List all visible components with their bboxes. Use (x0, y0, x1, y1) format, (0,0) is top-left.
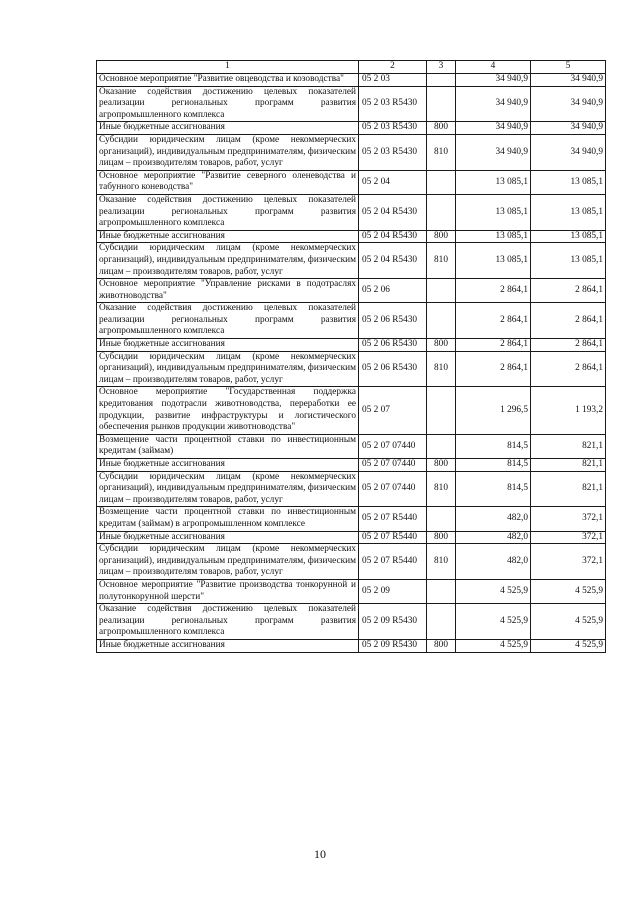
row-code-cell: 05 2 06 R5430 (359, 351, 427, 387)
row-year1-amount-cell: 13 085,1 (456, 230, 531, 243)
row-type-cell: 810 (427, 243, 456, 279)
table-row (97, 579, 606, 603)
row-year2-amount-cell: 13 085,1 (531, 243, 606, 279)
row-code-cell: 05 2 09 (359, 579, 427, 603)
row-code-cell: 05 2 07 R5440 (359, 507, 427, 531)
row-code-cell: 05 2 03 R5430 (359, 86, 427, 122)
row-year2-amount-cell: 4 525,9 (531, 579, 606, 603)
header-cell-5: 5 (531, 61, 606, 74)
row-name-cell: Основное мероприятие "Развитие овцеводства и козоводства" (97, 74, 359, 87)
row-year1-amount-cell: 2 864,1 (456, 351, 531, 387)
row-name-cell: Иные бюджетные ассигнования (97, 339, 359, 352)
row-type-cell: 810 (427, 351, 456, 387)
table-row (97, 459, 606, 472)
row-year1-amount-cell: 4 525,9 (456, 579, 531, 603)
row-type-cell: 800 (427, 230, 456, 243)
row-name-cell: Иные бюджетные ассигнования (97, 230, 359, 243)
row-year2-amount-cell: 34 940,9 (531, 86, 606, 122)
row-year2-amount-cell: 372,1 (531, 544, 606, 580)
row-type-cell (427, 303, 456, 339)
header-cell-4: 4 (456, 61, 531, 74)
row-year1-amount-cell: 4 525,9 (456, 604, 531, 640)
row-type-cell: 810 (427, 134, 456, 170)
row-year2-amount-cell: 34 940,9 (531, 74, 606, 87)
row-year2-amount-cell: 372,1 (531, 507, 606, 531)
row-name-cell: Субсидии юридическим лицам (кроме некоммерческих организаций), индивидуальным предпринимателям, физическим лицам – производителям товаров, работ, услуг (97, 544, 359, 580)
table-row (97, 170, 606, 194)
table-row (97, 74, 606, 87)
row-code-cell: 05 2 03 R5430 (359, 134, 427, 170)
row-year2-amount-cell: 2 864,1 (531, 279, 606, 303)
row-year2-amount-cell: 2 864,1 (531, 339, 606, 352)
table-row (97, 531, 606, 544)
row-type-cell (427, 507, 456, 531)
row-year1-amount-cell: 482,0 (456, 544, 531, 580)
row-name-cell: Субсидии юридическим лицам (кроме некоммерческих организаций), индивидуальным предпринимателям, физическим лицам – производителям товаров, работ, услуг (97, 351, 359, 387)
row-code-cell: 05 2 09 R5430 (359, 639, 427, 652)
table-row (97, 230, 606, 243)
row-year1-amount-cell: 814,5 (456, 459, 531, 472)
row-code-cell: 05 2 07 R5440 (359, 544, 427, 580)
table-row (97, 351, 606, 387)
row-name-cell: Иные бюджетные ассигнования (97, 531, 359, 544)
row-year2-amount-cell: 34 940,9 (531, 134, 606, 170)
row-name-cell: Оказание содействия достижению целевых показателей реализации региональных программ развития агропромышленного комплекса (97, 604, 359, 640)
table-row (97, 471, 606, 507)
table-row (97, 134, 606, 170)
row-year1-amount-cell: 13 085,1 (456, 194, 531, 230)
row-name-cell: Возмещение части процентной ставки по инвестиционным кредитам (займам) (97, 434, 359, 458)
table-row (97, 194, 606, 230)
row-type-cell (427, 387, 456, 434)
row-year1-amount-cell: 1 296,5 (456, 387, 531, 434)
header-cell-2: 2 (359, 61, 427, 74)
row-type-cell (427, 434, 456, 458)
table-row (97, 122, 606, 135)
row-code-cell: 05 2 04 (359, 170, 427, 194)
row-type-cell: 800 (427, 639, 456, 652)
row-code-cell: 05 2 07 07440 (359, 434, 427, 458)
row-year1-amount-cell: 13 085,1 (456, 170, 531, 194)
row-name-cell: Оказание содействия достижению целевых показателей реализации региональных программ развития агропромышленного комплекса (97, 86, 359, 122)
row-code-cell: 05 2 06 R5430 (359, 303, 427, 339)
row-name-cell: Основное мероприятие "Развитие производства тонкорунной и полутонкорунной шерсти" (97, 579, 359, 603)
row-year2-amount-cell: 13 085,1 (531, 170, 606, 194)
row-type-cell: 800 (427, 339, 456, 352)
row-type-cell: 800 (427, 531, 456, 544)
row-code-cell: 05 2 06 (359, 279, 427, 303)
row-code-cell: 05 2 06 R5430 (359, 339, 427, 352)
row-name-cell: Оказание содействия достижению целевых показателей реализации региональных программ развития агропромышленного комплекса (97, 303, 359, 339)
row-code-cell: 05 2 09 R5430 (359, 604, 427, 640)
row-name-cell: Возмещение части процентной ставки по инвестиционным кредитам (займам) в агропромышленном комплексе (97, 507, 359, 531)
row-name-cell: Иные бюджетные ассигнования (97, 639, 359, 652)
row-code-cell: 05 2 04 R5430 (359, 243, 427, 279)
row-year2-amount-cell: 821,1 (531, 459, 606, 472)
row-year1-amount-cell: 13 085,1 (456, 243, 531, 279)
row-name-cell: Субсидии юридическим лицам (кроме некоммерческих организаций), индивидуальным предпринимателям, физическим лицам – производителям товаров, работ, услуг (97, 243, 359, 279)
row-year2-amount-cell: 821,1 (531, 471, 606, 507)
row-name-cell: Основное мероприятие "Развитие северного оленеводства и табунного коневодства" (97, 170, 359, 194)
table-row (97, 604, 606, 640)
row-year1-amount-cell: 34 940,9 (456, 122, 531, 135)
row-name-cell: Иные бюджетные ассигнования (97, 122, 359, 135)
row-code-cell: 05 2 07 R5440 (359, 531, 427, 544)
row-name-cell: Субсидии юридическим лицам (кроме некоммерческих организаций), индивидуальным предпринимателям, физическим лицам – производителям товаров, работ, услуг (97, 134, 359, 170)
row-year1-amount-cell: 482,0 (456, 507, 531, 531)
row-year2-amount-cell: 13 085,1 (531, 230, 606, 243)
table-row (97, 243, 606, 279)
row-code-cell: 05 2 07 07440 (359, 471, 427, 507)
page-number: 10 (314, 847, 326, 861)
table-row (97, 507, 606, 531)
row-year1-amount-cell: 2 864,1 (456, 303, 531, 339)
header-cell-1: 1 (97, 61, 359, 74)
table-row (97, 639, 606, 652)
row-name-cell: Основное мероприятие "Государственная поддержка кредитования подотрасли животноводства, переработки ее продукции, развитие инфраструктуры и логистического обеспечения рынков продукции животноводства" (97, 387, 359, 434)
row-name-cell: Основное мероприятие "Управление рисками в подотраслях животноводства" (97, 279, 359, 303)
row-year1-amount-cell: 34 940,9 (456, 74, 531, 87)
table-row (97, 86, 606, 122)
row-type-cell: 810 (427, 544, 456, 580)
table-row (97, 434, 606, 458)
row-year1-amount-cell: 814,5 (456, 434, 531, 458)
budget-table (96, 60, 606, 653)
row-year2-amount-cell: 34 940,9 (531, 122, 606, 135)
row-year2-amount-cell: 821,1 (531, 434, 606, 458)
row-type-cell (427, 194, 456, 230)
row-year2-amount-cell: 1 193,2 (531, 387, 606, 434)
row-name-cell: Оказание содействия достижению целевых показателей реализации региональных программ развития агропромышленного комплекса (97, 194, 359, 230)
row-year1-amount-cell: 482,0 (456, 531, 531, 544)
row-type-cell (427, 604, 456, 640)
table-row (97, 339, 606, 352)
row-year1-amount-cell: 34 940,9 (456, 134, 531, 170)
row-year1-amount-cell: 814,5 (456, 471, 531, 507)
row-code-cell: 05 2 04 R5430 (359, 230, 427, 243)
row-name-cell: Иные бюджетные ассигнования (97, 459, 359, 472)
row-type-cell: 810 (427, 471, 456, 507)
table-row (97, 279, 606, 303)
row-type-cell (427, 279, 456, 303)
row-year2-amount-cell: 2 864,1 (531, 303, 606, 339)
header-cell-3: 3 (427, 61, 456, 74)
row-year1-amount-cell: 4 525,9 (456, 639, 531, 652)
table-row (97, 544, 606, 580)
table-body (97, 61, 606, 653)
row-year1-amount-cell: 2 864,1 (456, 279, 531, 303)
row-year2-amount-cell: 4 525,9 (531, 604, 606, 640)
row-type-cell (427, 579, 456, 603)
row-code-cell: 05 2 07 07440 (359, 459, 427, 472)
row-type-cell (427, 86, 456, 122)
row-name-cell: Субсидии юридическим лицам (кроме некоммерческих организаций), индивидуальным предпринимателям, физическим лицам – производителям товаров, работ, услуг (97, 471, 359, 507)
row-type-cell (427, 170, 456, 194)
row-year2-amount-cell: 4 525,9 (531, 639, 606, 652)
row-type-cell: 800 (427, 122, 456, 135)
row-type-cell (427, 74, 456, 87)
row-code-cell: 05 2 03 (359, 74, 427, 87)
table-header-row (97, 61, 606, 74)
row-type-cell: 800 (427, 459, 456, 472)
row-year1-amount-cell: 2 864,1 (456, 339, 531, 352)
row-code-cell: 05 2 07 (359, 387, 427, 434)
table-row (97, 387, 606, 434)
table-row (97, 303, 606, 339)
row-year2-amount-cell: 2 864,1 (531, 351, 606, 387)
row-code-cell: 05 2 04 R5430 (359, 194, 427, 230)
row-year1-amount-cell: 34 940,9 (456, 86, 531, 122)
row-year2-amount-cell: 13 085,1 (531, 194, 606, 230)
row-year2-amount-cell: 372,1 (531, 531, 606, 544)
row-code-cell: 05 2 03 R5430 (359, 122, 427, 135)
